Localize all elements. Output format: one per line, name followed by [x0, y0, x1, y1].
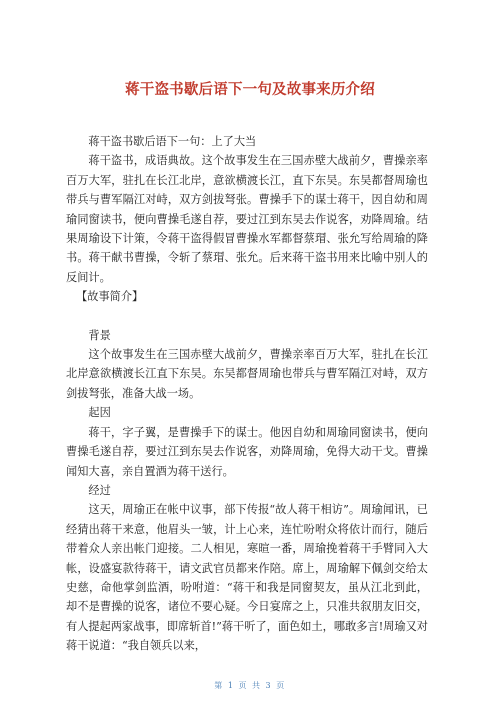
section-text-background: 这个故事发生在三国赤壁大战前夕，曹操亲率百万大军，驻扎在长江北岸意欲横渡长江直下东吴。东吴都督周瑜也带兵与曹军隔江对峙，双方剑拔弩张，准备大战一场。 — [66, 348, 428, 400]
subtitle-line: 蒋干盗书歇后语下一句：上了大当 — [88, 135, 257, 148]
page-number-footer: 第 1 页 共 3 页 — [214, 681, 286, 690]
section-heading: 【故事简介】 — [76, 290, 144, 304]
section-label-background: 背景 — [88, 328, 111, 342]
blank-line — [66, 307, 428, 326]
section-label-cause: 起因 — [88, 406, 111, 420]
section-label-process: 经过 — [88, 483, 111, 497]
document-title: 蒋干盗书歇后语下一句及故事来历介绍 — [125, 82, 375, 98]
document-body — [66, 132, 428, 656]
intro-paragraph: 蒋干盗书，成语典故。这个故事发生在三国赤壁大战前夕，曹操亲率百万大军，驻扎在长江北岸，意欲横渡长江，直下东吴。东吴都督周瑜也带兵与曹军隔江对峙，双方剑拔弩张。曹操手下的谋士蒋干，因自幼和周瑜同窗读书，便向曹操毛遂自荐，要过江到东吴去作说客，劝降周瑜。结果周瑜设下计策，令蒋干盗得假冒曹操水军都督蔡瑁、张允写给周瑜的降书。蒋干献书曹操，令斩了蔡瑁、张允。后来蒋干盗书用来比喻中别人的反间计。 — [66, 154, 428, 284]
section-text-process: 这天，周瑜正在帐中议事，部下传报“故人蒋干相访”。周瑜闻讯，已经猜出蒋干来意，他眉头一皱，计上心来，连忙吩咐众将依计而行，随后带着众人亲出帐门迎接。二人相见，寒暄一番，周瑜挽着蒋干手臂同入大帐，设盛宴款待蒋干，请文武官员都来作陪。席上，周瑜解下佩剑交给太史慈，命他掌剑监酒，吩咐道：“蒋干和我是同窗契友，虽从江北到此，却不是曹操的说客，诸位不要心疑。今日宴席之上，只准共叙朋友旧交，有人提起两家战事，即席斩首!”蒋干听了，面色如土，哪敢多言!周瑜又对蒋干说道：“我自领兵以来， — [66, 503, 428, 653]
section-text-cause: 蒋干，字子翼，是曹操手下的谋士。他因自幼和周瑜同窗读书，便向曹操毛遂自荐，要过江到东吴去作说客，劝降周瑜，免得大动干戈。曹操闻知大喜，亲自置酒为蒋干送行。 — [66, 425, 428, 478]
